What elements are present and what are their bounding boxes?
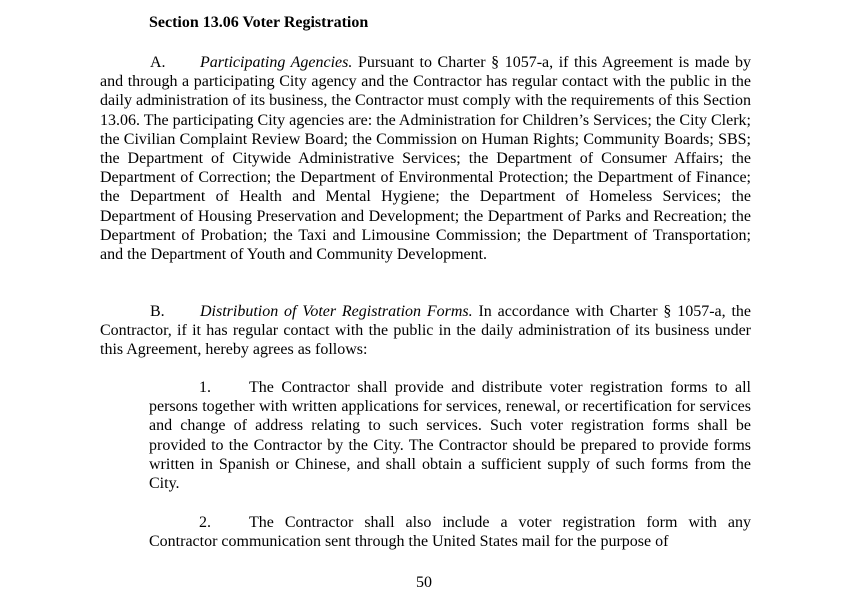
- paragraph-a-label: A.: [150, 54, 166, 71]
- page-number: 50: [416, 574, 432, 591]
- paragraph-b: [100, 302, 751, 360]
- list-item-2-text: The Contractor shall also include a voter registration form with any Contractor communication sent through the United States mail for the purpose of: [149, 514, 751, 551]
- paragraph-b-label: B.: [150, 303, 165, 320]
- list-item-2-label: 2.: [199, 514, 211, 531]
- paragraph-a-title: Participating Agencies.: [200, 54, 353, 71]
- list-item-1: [149, 378, 751, 493]
- paragraph-a: [100, 53, 751, 264]
- paragraph-b-text: In accordance with Charter § 1057-a, the Contractor, if it has regular contact with the public in the daily administration of its business under this Agreement, hereby agrees as follows:: [100, 303, 752, 359]
- list-item-1-label: 1.: [199, 379, 211, 396]
- section-heading: Section 13.06 Voter Registration: [149, 14, 369, 31]
- paragraph-a-text: Pursuant to Charter § 1057-a, if this Agreement is made by and through a participating City agency and the Contractor has regular contact with the public in the daily administration of its business, the Contractor must comply with the requirements of this Section 13.06. The participating City agencies are: the Administration for Children’s Services; the City Clerk; the Civilian Complaint Review Board; the Commission on Human Rights; Community Boards; SBS; the Department of Citywide Administrative Services; the Department of Consumer Affairs; the Department of Correction; the Department of Environmental Protection; the Department of Finance; the Department of Health and Mental Hygiene; the Department of Homeless Services; the Department of Housing Preservation and Development; the Department of Parks and Recreation; the Department of Probation; the Taxi and Limousine Commission; the Department of Transportation; and the Department of Youth and Community Development.: [100, 54, 751, 264]
- list-item-2: [149, 513, 751, 551]
- list-item-1-text: The Contractor shall provide and distribute voter registration forms to all persons together with written applications for services, renewal, or recertification for services and change of address relating to such services. Such voter registration forms shall be provided to the Contractor by the City. The Contractor should be prepared to provide forms written in Spanish or Chinese, and shall obtain a sufficient supply of such forms from the City.: [149, 379, 751, 493]
- paragraph-b-title: Distribution of Voter Registration Forms.: [200, 303, 473, 320]
